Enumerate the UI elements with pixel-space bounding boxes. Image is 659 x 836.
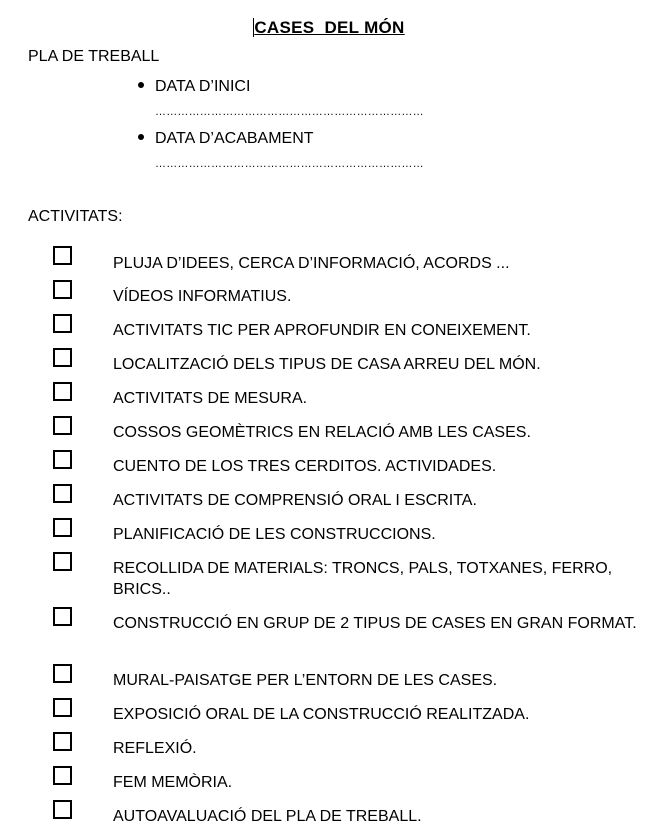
bullet-icon (138, 82, 144, 88)
document-title (0, 18, 659, 38)
activity-label: LOCALITZACIÓ DELS TIPUS DE CASA ARREU DEL MÓN. (113, 356, 541, 373)
plan-item-label: DATA D’INICI (155, 78, 251, 95)
plan-item-label: DATA D’ACABAMENT (155, 130, 314, 147)
activity-label: ACTIVITATS TIC PER APROFUNDIR EN CONEIXEMENT. (113, 322, 531, 339)
activity-label: COSSOS GEOMÈTRICS EN RELACIÓ AMB LES CASES. (113, 424, 531, 441)
activity-label: REFLEXIÓ. (113, 740, 197, 757)
checkbox[interactable] (53, 416, 72, 435)
checkbox[interactable] (53, 518, 72, 537)
end-date-blank: ……………………………………………………………… (155, 158, 424, 170)
checkbox[interactable] (53, 484, 72, 503)
activity-label: VÍDEOS INFORMATIUS. (113, 288, 292, 305)
activity-label: EXPOSICIÓ ORAL DE LA CONSTRUCCIÓ REALITZADA. (113, 706, 530, 723)
bullet-icon (138, 134, 144, 140)
activity-label: AUTOAVALUACIÓ DEL PLA DE TREBALL. (113, 808, 422, 825)
activity-label: ACTIVITATS DE COMPRENSIÓ ORAL I ESCRITA. (113, 492, 477, 509)
checkbox[interactable] (53, 732, 72, 751)
checkbox[interactable] (53, 607, 72, 626)
activity-label: PLANIFICACIÓ DE LES CONSTRUCCIONS. (113, 526, 436, 543)
plan-item-end-date (138, 130, 314, 148)
document-title-text: CASES DEL MÓN (254, 18, 405, 37)
activity-label: RECOLLIDA DE MATERIALS: TRONCS, PALS, TOTXANES, FERRO, BRICS.. (113, 560, 613, 598)
activity-label: FEM MEMÒRIA. (113, 774, 233, 791)
activity-label: PLUJA D’IDEES, CERCA D’INFORMACIÓ, ACORDS ... (113, 255, 510, 272)
checkbox[interactable] (53, 348, 72, 367)
checkbox[interactable] (53, 552, 72, 571)
checkbox[interactable] (53, 698, 72, 717)
activity-label: CONSTRUCCIÓ EN GRUP DE 2 TIPUS DE CASES EN GRAN FORMAT. (113, 615, 637, 632)
activity-label: CUENTO DE LOS TRES CERDITOS. ACTIVIDADES. (113, 458, 497, 475)
plan-heading: PLA DE TREBALL (28, 48, 160, 65)
activity-label: ACTIVITATS DE MESURA. (113, 390, 308, 407)
checkbox[interactable] (53, 664, 72, 683)
activities-heading: ACTIVITATS: (28, 208, 123, 225)
text-cursor (253, 18, 254, 37)
checkbox[interactable] (53, 280, 72, 299)
checkbox[interactable] (53, 450, 72, 469)
checkbox[interactable] (53, 800, 72, 819)
activity-label: MURAL-PAISATGE PER L’ENTORN DE LES CASES. (113, 672, 498, 689)
checkbox[interactable] (53, 246, 72, 265)
checkbox[interactable] (53, 314, 72, 333)
plan-item-start-date (138, 78, 250, 96)
start-date-blank: ……………………………………………………………… (155, 106, 424, 118)
checkbox[interactable] (53, 382, 72, 401)
checkbox[interactable] (53, 766, 72, 785)
